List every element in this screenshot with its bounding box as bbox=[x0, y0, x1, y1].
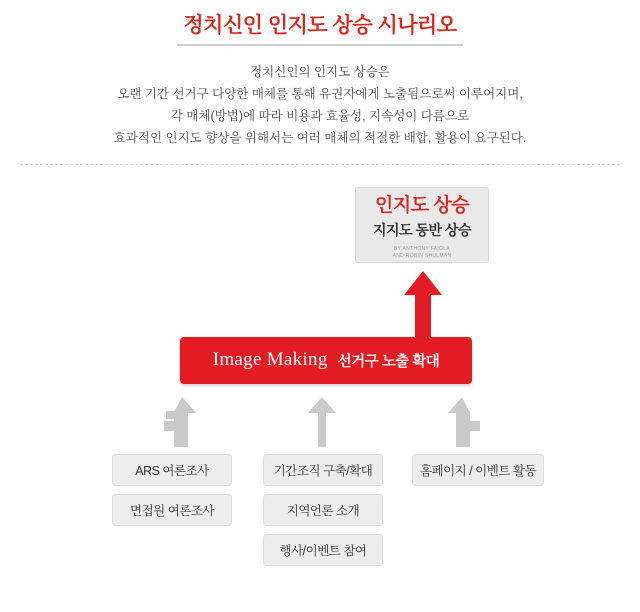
result-fine-line-1: BY ANTHONY FAIOLA bbox=[393, 245, 451, 252]
list-item[interactable]: 면접원 여론조사 bbox=[112, 494, 232, 526]
intro-line-1: 정치신인의 인지도 상승은 bbox=[250, 65, 390, 80]
image-making-banner bbox=[180, 337, 472, 384]
list-item[interactable]: 지역언론 소개 bbox=[263, 494, 383, 526]
intro-line-2: 오랜 기간 선거구 다양한 매체를 통해 유권자에게 노출됨으로써 이루어지며, bbox=[117, 87, 523, 102]
list-item[interactable]: 홈페이지 / 이벤트 활동 bbox=[412, 454, 544, 486]
up-arrow-red-icon bbox=[404, 271, 442, 337]
page-title: 정치신인 인지도 상승 시나리오 bbox=[177, 12, 462, 46]
up-arrow-gray-right-icon bbox=[448, 397, 482, 447]
list-item[interactable]: 기간조직 구축/확대 bbox=[263, 454, 383, 486]
result-box bbox=[355, 187, 489, 263]
up-arrow-gray-middle-icon bbox=[305, 397, 339, 447]
up-arrow-gray-left-icon bbox=[162, 397, 196, 447]
page-header bbox=[0, 0, 640, 165]
result-title: 인지도 상승 bbox=[374, 194, 470, 216]
intro-line-3: 각 매체(방법)에 따라 비용과 효율성, 지속성이 다름으로 bbox=[170, 109, 470, 124]
intro-paragraph bbox=[0, 62, 640, 150]
list-item[interactable]: ARS 여론조사 bbox=[112, 454, 232, 486]
banner-korean-label: 선거구 노출 확대 bbox=[337, 353, 440, 370]
result-fine-line-2: AND ROBIN SHULMAN bbox=[392, 252, 452, 259]
result-subtitle: 지지도 동반 상승 bbox=[373, 221, 471, 238]
list-item[interactable]: 행사/이벤트 참여 bbox=[263, 534, 383, 566]
intro-line-4: 효과적인 인지도 향상을 위해서는 여러 매체의 적절한 배합, 활용이 요구된다. bbox=[113, 130, 527, 145]
banner-english-label: Image Making bbox=[212, 349, 328, 371]
result-fine-print bbox=[356, 246, 488, 261]
scenario-diagram bbox=[0, 165, 640, 595]
